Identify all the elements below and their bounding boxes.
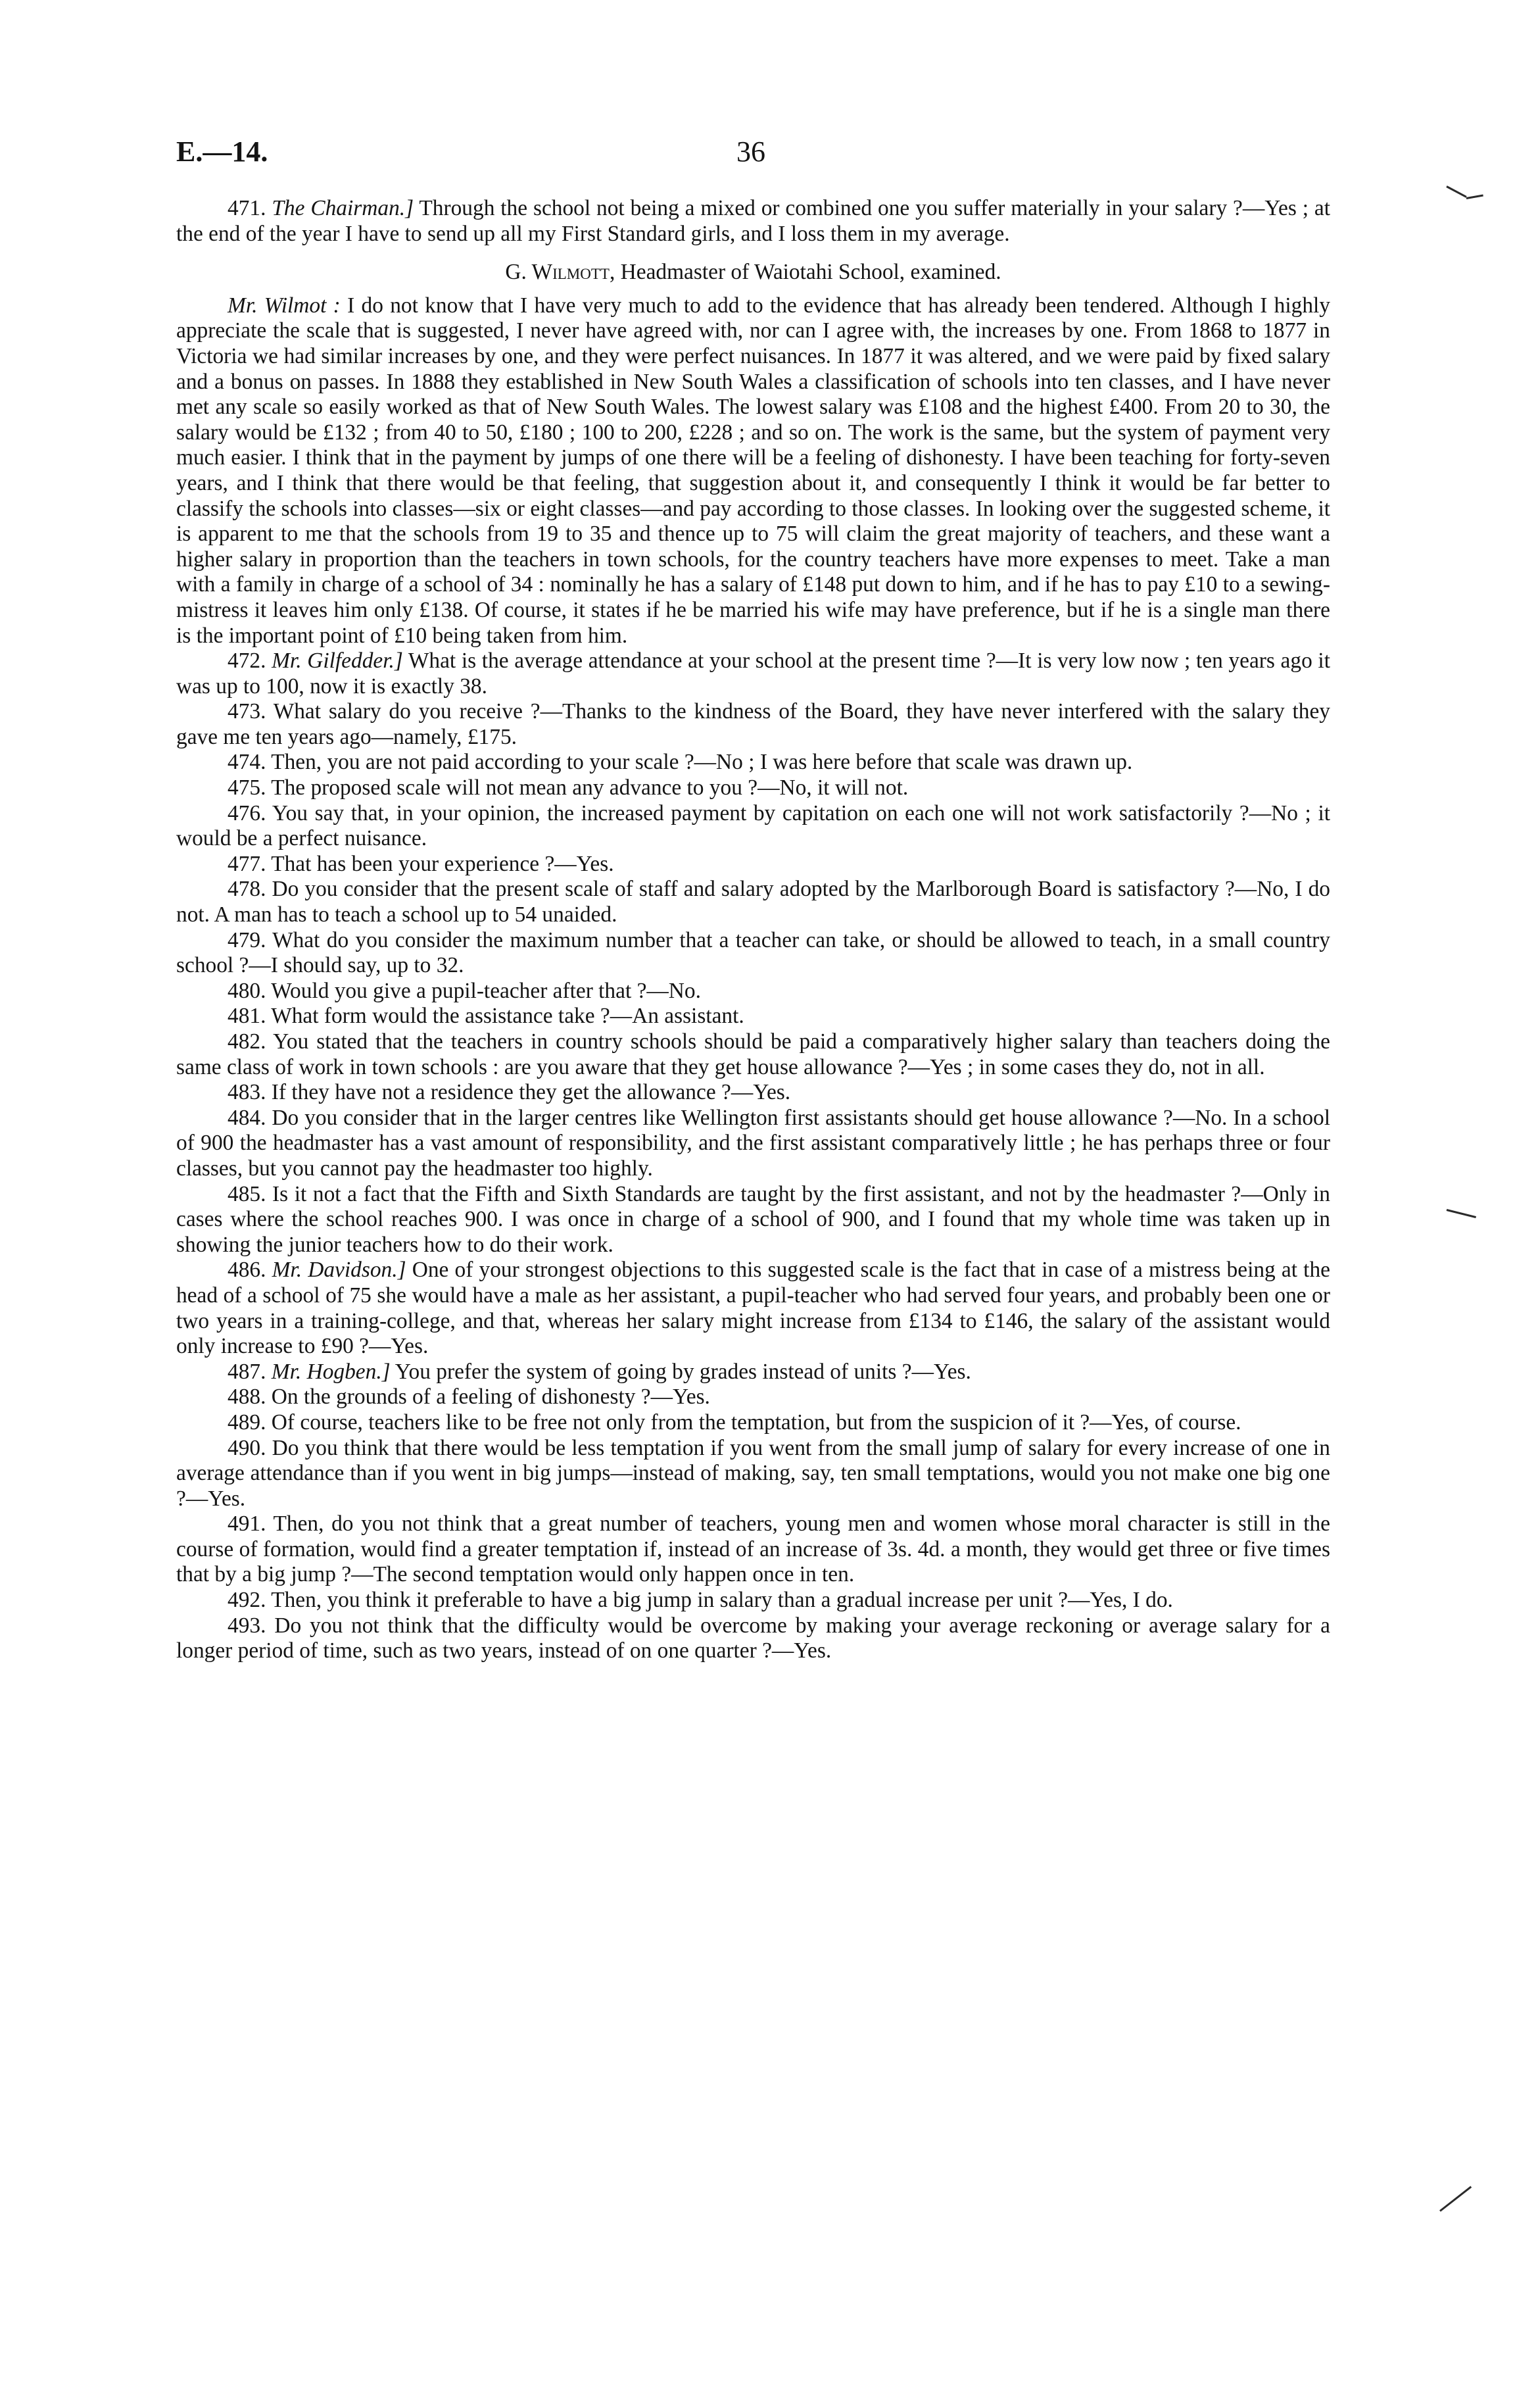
paragraph-text: You stated that the teachers in country schools should be paid a comparatively higher salary than teachers doing the same class of work in town schools : are you aware that they get house allowance ?—Yes ; in some cases they do, not in all. — [176, 1029, 1330, 1079]
question-number: 477. — [228, 851, 266, 876]
paragraph — [176, 928, 1330, 979]
paragraph-text: Do you not think that the difficulty would be overcome by making your average reckoning or average salary for a longer period of time, such as two years, instead of on one quarter ?—Yes. — [176, 1613, 1330, 1663]
paragraph — [176, 1106, 1330, 1182]
paragraph-text: Then, do you not think that a great number of teachers, young men and women whose moral character is still in the course of formation, would find a greater temptation if, instead of an increase of 3s. 4d. a month, they would get three or five times that by a big jump ?—The second temptation would only happen once in ten. — [176, 1511, 1330, 1587]
paragraph-text: You prefer the system of going by grades instead of units ?—Yes. — [390, 1359, 971, 1384]
question-number: 475. — [228, 775, 266, 800]
paragraph — [176, 1588, 1330, 1613]
page-body — [176, 196, 1330, 1664]
paragraph — [176, 699, 1330, 750]
paragraph — [176, 1385, 1330, 1410]
paragraph-text: What is the average attendance at your school at the present time ?—It is very low now ; ten years ago it was up to 100, now it is exactly 38. — [176, 649, 1330, 699]
paragraph-text: On the grounds of a feeling of dishonesty ?—Yes. — [271, 1385, 710, 1410]
page-header — [176, 135, 1334, 174]
paragraph-text: Do you think that there would be less temptation if you went from the small jump of salary for every increase of one in average attendance than if you went in big jumps—instead of making, say, ten small temptations, would you not make one big one ?—Yes. — [176, 1435, 1330, 1511]
paragraph — [176, 1613, 1330, 1664]
paragraph — [176, 1436, 1330, 1512]
paragraph — [176, 775, 1330, 801]
paragraph-text: If they have not a residence they get the allowance ?—Yes. — [271, 1080, 791, 1105]
document-reference: E.—14. — [176, 135, 268, 168]
paragraph — [176, 852, 1330, 877]
speaker: Mr. Gilfedder.] — [272, 649, 403, 674]
question-number: 481. — [228, 1004, 266, 1029]
paragraph-text: What salary do you receive ?—Thanks to the kindness of the Board, they have never interfered with the salary they gave me ten years ago—namely, £175. — [176, 699, 1331, 749]
paragraph-text: That has been your experience ?—Yes. — [271, 851, 614, 876]
paragraph — [176, 1080, 1330, 1106]
speaker: Mr. Davidson.] — [272, 1258, 406, 1283]
paragraph — [176, 1258, 1330, 1359]
margin-pen-mark — [1447, 1209, 1476, 1218]
question-number: 482. — [228, 1029, 266, 1054]
paragraph — [176, 1410, 1330, 1436]
paragraph-text: Then, you think it preferable to have a big jump in salary than a gradual increase per unit ?—Yes, I do. — [271, 1588, 1173, 1613]
margin-pen-mark — [1466, 195, 1483, 199]
paragraph — [176, 196, 1330, 247]
paragraph — [176, 750, 1330, 775]
paragraph — [176, 1511, 1330, 1588]
paragraph-text: Through the school not being a mixed or combined one you suffer materially in your salary ?—Yes ; at the end of the year I have to send up all my First Standard girls, and I loss them in my average. — [176, 196, 1331, 246]
paragraph — [176, 1029, 1330, 1080]
witness-description: , Headmaster of Waiotahi School, examined. — [609, 260, 1001, 285]
question-number: 484. — [228, 1105, 266, 1130]
question-number: 473. — [228, 699, 266, 724]
page-number: 36 — [736, 135, 765, 168]
paragraph-text: Do you consider that in the larger centres like Wellington first assistants should get house allowance ?—No. In a school of 900 the headmaster has a vast amount of responsibility, and the first assistant comparatively little ; he has perhaps three or four classes, but you cannot pay the headmaster too highly. — [176, 1105, 1330, 1181]
speaker: Mr. Wilmot : — [228, 293, 341, 318]
speaker: The Chairman.] — [272, 196, 414, 220]
paragraph — [176, 1182, 1330, 1258]
question-number: 483. — [228, 1080, 266, 1105]
question-number: 490. — [228, 1435, 266, 1460]
paragraph — [176, 649, 1330, 699]
question-number: 471. — [228, 196, 266, 220]
paragraph-text: The proposed scale will not mean any advance to you ?—No, it will not. — [271, 775, 909, 800]
paragraph-text: You say that, in your opinion, the increased payment by capitation on each one will not work satisfactorily ?—No ; it would be a perfect nuisance. — [176, 800, 1330, 851]
question-number: 474. — [228, 750, 266, 775]
question-number: 480. — [228, 978, 266, 1003]
witness-name: G. Wilmott — [505, 260, 610, 285]
question-number: 479. — [228, 927, 266, 952]
paragraph-text: What do you consider the maximum number that a teacher can take, or should be allowed to teach, in a small country school ?—I should say, up to 32. — [176, 927, 1330, 978]
paragraph — [176, 979, 1330, 1004]
question-number: 492. — [228, 1588, 266, 1613]
question-number: 486. — [228, 1258, 266, 1283]
paragraph-text: Then, you are not paid according to your scale ?—No ; I was here before that scale was drawn up. — [271, 750, 1133, 775]
paragraph-text: Do you consider that the present scale of staff and salary adopted by the Marlborough Board is satisfactory ?—No, I do not. A man has to teach a school up to 54 unaided. — [176, 877, 1330, 927]
paragraph-text: Of course, teachers like to be free not only from the temptation, but from the suspicion of it ?—Yes, of course. — [271, 1410, 1241, 1435]
question-number: 491. — [228, 1511, 266, 1536]
question-number: 476. — [228, 800, 266, 825]
paragraph — [176, 1360, 1330, 1385]
question-number: 478. — [228, 877, 266, 902]
paragraph-text: Is it not a fact that the Fifth and Sixth Standards are taught by the first assistant, and not by the headmaster ?—Only in cases where the school reaches 900. I was once in charge of a school of 900, and I found that my whole time was taken up in showing the junior teachers how to do their work. — [176, 1181, 1330, 1257]
margin-pen-mark — [1439, 2186, 1472, 2211]
question-number: 488. — [228, 1385, 266, 1410]
question-number: 472. — [228, 649, 266, 674]
question-number: 489. — [228, 1410, 266, 1435]
paragraph — [176, 293, 1330, 649]
question-number: 493. — [228, 1613, 266, 1638]
paragraph-text: One of your strongest objections to this suggested scale is the fact that in case of a mistress being at the head of a school of 75 she would have a male as her assistant, a pupil-teacher who had served four years, and probably been one or two years in a training-college, and that, whereas her salary might increase from £134 to £146, the salary of the assistant would only increase to £90 ?—Yes. — [176, 1258, 1330, 1359]
witness-heading — [176, 260, 1330, 285]
paragraph-text: Would you give a pupil-teacher after that ?—No. — [271, 978, 701, 1003]
question-number: 485. — [228, 1181, 266, 1206]
paragraph — [176, 1004, 1330, 1029]
paragraph — [176, 801, 1330, 852]
margin-pen-mark — [1446, 185, 1466, 198]
paragraph — [176, 877, 1330, 927]
paragraph-text: What form would the assistance take ?—An assistant. — [271, 1004, 744, 1029]
question-number: 487. — [228, 1359, 266, 1384]
speaker: Mr. Hogben.] — [271, 1359, 391, 1384]
paragraph-text: I do not know that I have very much to add to the evidence that has already been tendered. Although I highly appreciate the scale that is suggested, I never have agreed with, nor can I agree with, the increases by one. From 1868 to 1877 in Victoria we had similar increases by one, and they were perfect nuisances. In 1877 it was altered, and we were paid by fixed salary and a bonus on passes. In 1888 they established in New South Wales a classification of schools into ten classes, and I have never met any scale so easily worked as that of New South Wales. The lowest salary was £108 and the highest £400. From 20 to 30, the salary would be £132 ; from 40 to 50, £180 ; 100 to 200, £228 ; and so on. The work is the same, but the system of payment very much easier. I think that in the payment by jumps of one there will be a feeling of dishonesty. I have been teaching for forty-seven years, and I think that there would be that feeling, that suggestion about it, and consequently I think it would be far better to classify the schools into classes—six or eight classes—and pay according to those classes. In looking over the suggested scheme, it is apparent to me that the schools from 19 to 35 and thence up to 75 will claim the great majority of teachers, and these want a higher salary in proportion than the teachers in town schools, for the country teachers have more expenses to meet. Take a man with a family in charge of a school of 34 : nominally he has a salary of £148 put down to him, and if he has to pay £10 to a sewing-mistress it leaves him only £138. Of course, it states if he be married his wife may have preference, but if he is a single man there is the important point of £10 being taken from him. — [176, 293, 1330, 648]
